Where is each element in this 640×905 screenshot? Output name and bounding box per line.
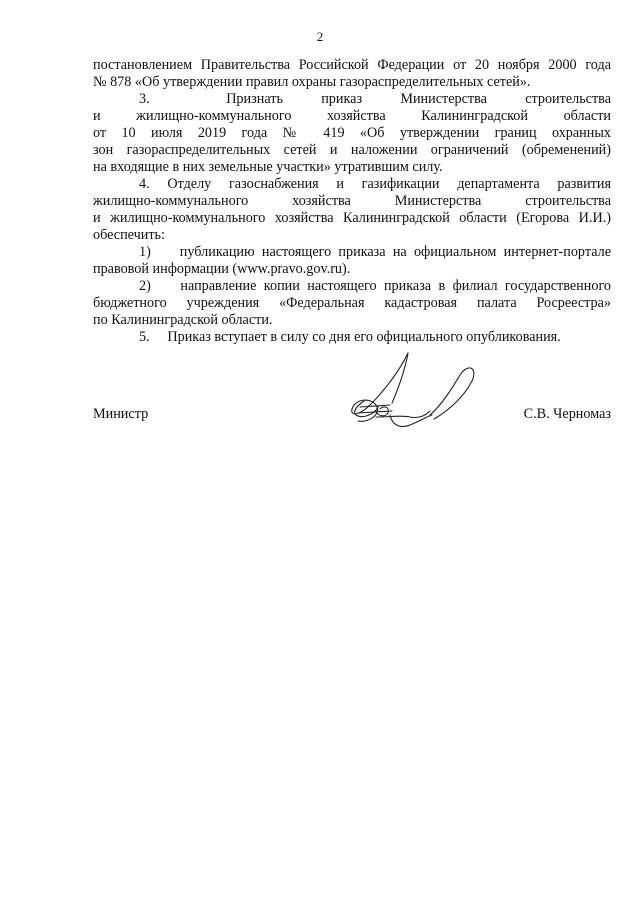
text-line: 4. Отделу газоснабжения и газификации департамента развития bbox=[139, 176, 611, 192]
text-line: по Калининградской области. bbox=[93, 312, 273, 328]
text-line: 1) публикацию настоящего приказа на официальном интернет-портале bbox=[139, 244, 611, 260]
text-line: правовой информации (www.pravo.gov.ru). bbox=[93, 261, 351, 277]
signature-block bbox=[93, 406, 611, 426]
text-line: 2) направление копии настоящего приказа в филиал государственного bbox=[139, 278, 611, 294]
text-line: и жилищно-коммунального хозяйства Калининградской области (Егорова И.И.) bbox=[93, 210, 611, 226]
handwritten-signature bbox=[330, 345, 480, 445]
text-line: 5. Приказ вступает в силу со дня его официального опубликования. bbox=[139, 329, 561, 345]
text-line: обеспечить: bbox=[93, 227, 165, 243]
page-number: 2 bbox=[316, 29, 324, 44]
text-line: жилищно-коммунального хозяйства Министерства строительства bbox=[93, 193, 611, 209]
text-line: постановлением Правительства Российской Федерации от 20 ноября 2000 года bbox=[93, 57, 611, 73]
text-line: от 10 июля 2019 года № 419 «Об утверждении границ охранных bbox=[93, 125, 611, 141]
text-line: № 878 «Об утверждении правил охраны газораспределительных сетей». bbox=[93, 74, 531, 90]
text-line: и жилищно-коммунального хозяйства Калининградской области bbox=[93, 108, 611, 124]
text-line: бюджетного учреждения «Федеральная кадастровая палата Росреестра» bbox=[93, 295, 611, 311]
text-line: на входящие в них земельные участки» утратившим силу. bbox=[93, 159, 443, 175]
text-line: зон газораспределительных сетей и наложении ограничений (обременений) bbox=[93, 142, 611, 158]
signatory-role: Министр bbox=[93, 406, 149, 422]
signatory-name: С.В. Черномаз bbox=[523, 406, 611, 422]
text-line: 3. Признать приказ Министерства строительства bbox=[139, 91, 611, 107]
document-body bbox=[93, 57, 611, 346]
